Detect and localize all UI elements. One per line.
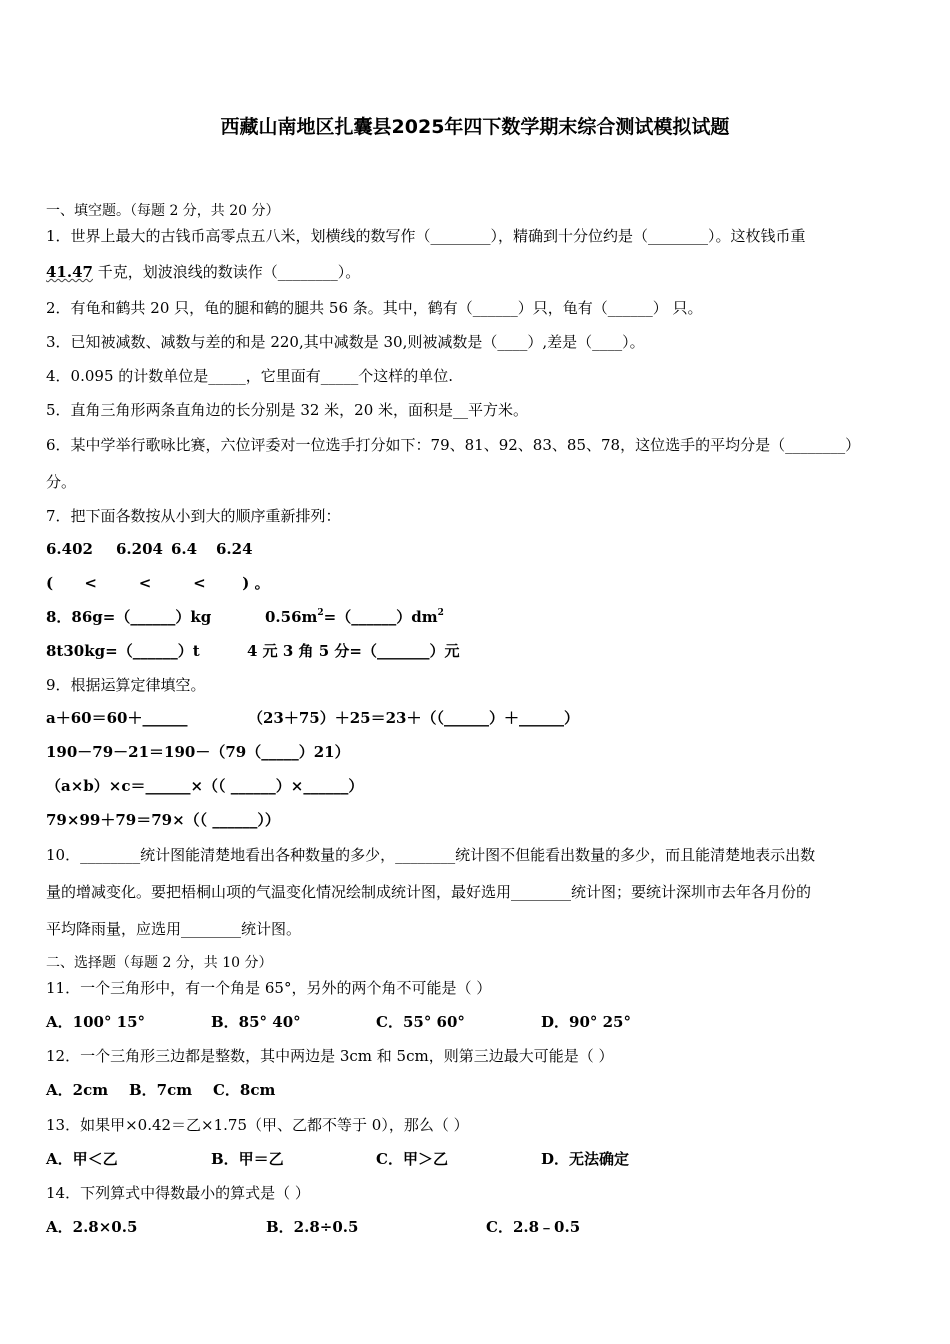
question-14-option-a: A．2.8×0.5 <box>46 1218 138 1236</box>
question-7-stem: 7．把下面各数按从小到大的顺序重新排列： <box>46 507 341 525</box>
question-8-part-3: 8t30kg=（______）t <box>46 642 200 660</box>
question-7-number-4: 6.24 <box>216 540 253 558</box>
q8-part-2-pre: 0.56m <box>265 608 318 626</box>
question-12-stem: 12．一个三角形三边都是整数，其中两边是 3cm 和 5cm，则第三边最大可能是（ ） <box>46 1047 614 1065</box>
question-1-line-1: 1．世界上最大的古钱币高零点五八米，划横线的数写作（________），精确到十分位约是（________）。这枚钱币重 <box>46 227 806 245</box>
section-fill-in-header: 一、填空题。（每题 2 分，共 20 分） <box>46 203 280 219</box>
question-5: 5．直角三角形两条直角边的长分别是 32 米，20 米，面积是__平方米。 <box>46 401 529 419</box>
question-10-line-1: 10．________统计图能清楚地看出各种数量的多少，________统计图不但能看出数量的多少，而且能清楚地表示出数 <box>46 846 816 864</box>
question-4: 4．0.095 的计数单位是_____，它里面有_____个这样的单位. <box>46 367 454 385</box>
question-13-option-d: D．无法确定 <box>541 1150 630 1168</box>
superscript-2: 2 <box>317 608 324 618</box>
question-12-options: A．2cm B．7cm C．8cm <box>46 1081 276 1099</box>
question-9-row-4: 79×99＋79＝79×（（ ______）） <box>46 811 280 829</box>
question-14-option-b: B．2.8÷0.5 <box>266 1218 359 1236</box>
question-1-line-2-rest: 千克，划波浪线的数读作（________）。 <box>92 263 361 281</box>
question-11-stem: 11．一个三角形中，有一个角是 65°，另外的两个角不可能是（ ） <box>46 979 492 997</box>
question-14-option-c: C．2.8﹣0.5 <box>486 1218 581 1236</box>
question-14-stem: 14．下列算式中得数最小的算式是（ ） <box>46 1184 310 1202</box>
section-choice-header: 二、选择题（每题 2 分，共 10 分） <box>46 955 273 971</box>
question-13-stem: 13．如果甲×0.42＝乙×1.75（甲、乙都不等于 0），那么（ ） <box>46 1116 469 1134</box>
question-6-line-2: 分。 <box>46 473 77 491</box>
superscript-2b: 2 <box>437 608 444 618</box>
question-13-option-c: C．甲＞乙 <box>376 1150 448 1168</box>
question-10-line-2: 量的增减变化。要把梧桐山项的气温变化情况绘制成统计图，最好选用________统计图；要统计深圳市去年各月份的 <box>46 883 812 901</box>
question-9-row-1b: （23＋75）＋25＝23＋（（______）＋______） <box>248 709 579 727</box>
question-7-order-line: ( < < < ) 。 <box>46 574 270 592</box>
wavy-underlined-number: 41.47 <box>46 263 93 281</box>
question-8-part-2 <box>265 607 444 627</box>
question-11-option-c: C．55° 60° <box>376 1013 465 1031</box>
question-9-stem: 9．根据运算定律填空。 <box>46 676 206 694</box>
question-2: 2．有龟和鹤共 20 只，龟的腿和鹤的腿共 56 条。其中，鹤有（______）只，龟有（______） 只。 <box>46 299 703 317</box>
question-8-part-4: 4 元 3 角 5 分=（_______）元 <box>247 642 460 660</box>
page-title: 西藏山南地区扎囊县2025年四下数学期末综合测试模拟试题 <box>220 116 730 138</box>
question-9-row-3: （a×b）×c＝______×（（ ______）×______） <box>46 777 364 795</box>
question-13-option-b: B．甲＝乙 <box>211 1150 284 1168</box>
question-13-option-a: A．甲＜乙 <box>46 1150 118 1168</box>
question-11-option-a: A．100° 15° <box>46 1013 146 1031</box>
question-9-row-1a: a＋60＝60＋______ <box>46 709 188 727</box>
question-10-line-3: 平均降雨量，应选用________统计图。 <box>46 920 302 938</box>
question-7-number-1: 6.402 <box>46 540 93 558</box>
question-7-number-2: 6.204 <box>116 540 163 558</box>
question-6-line-1: 6．某中学举行歌咏比赛，六位评委对一位选手打分如下：79、81、92、83、85、78，这位选手的平均分是（________） <box>46 436 861 454</box>
question-7-number-3: 6.4 <box>171 540 198 558</box>
question-11-option-b: B．85° 40° <box>211 1013 301 1031</box>
question-1-line-2 <box>46 262 360 282</box>
question-3: 3．已知被减数、减数与差的和是 220,其中减数是 30,则被减数是（____）,差是（____）。 <box>46 333 645 351</box>
question-8-part-1: 8．86g=（______）kg <box>46 608 212 626</box>
q8-part-2-post: =（______）dm <box>323 608 438 626</box>
question-9-row-2: 190－79－21＝190－（79（_____）21） <box>46 743 350 761</box>
question-11-option-d: D．90° 25° <box>541 1013 631 1031</box>
